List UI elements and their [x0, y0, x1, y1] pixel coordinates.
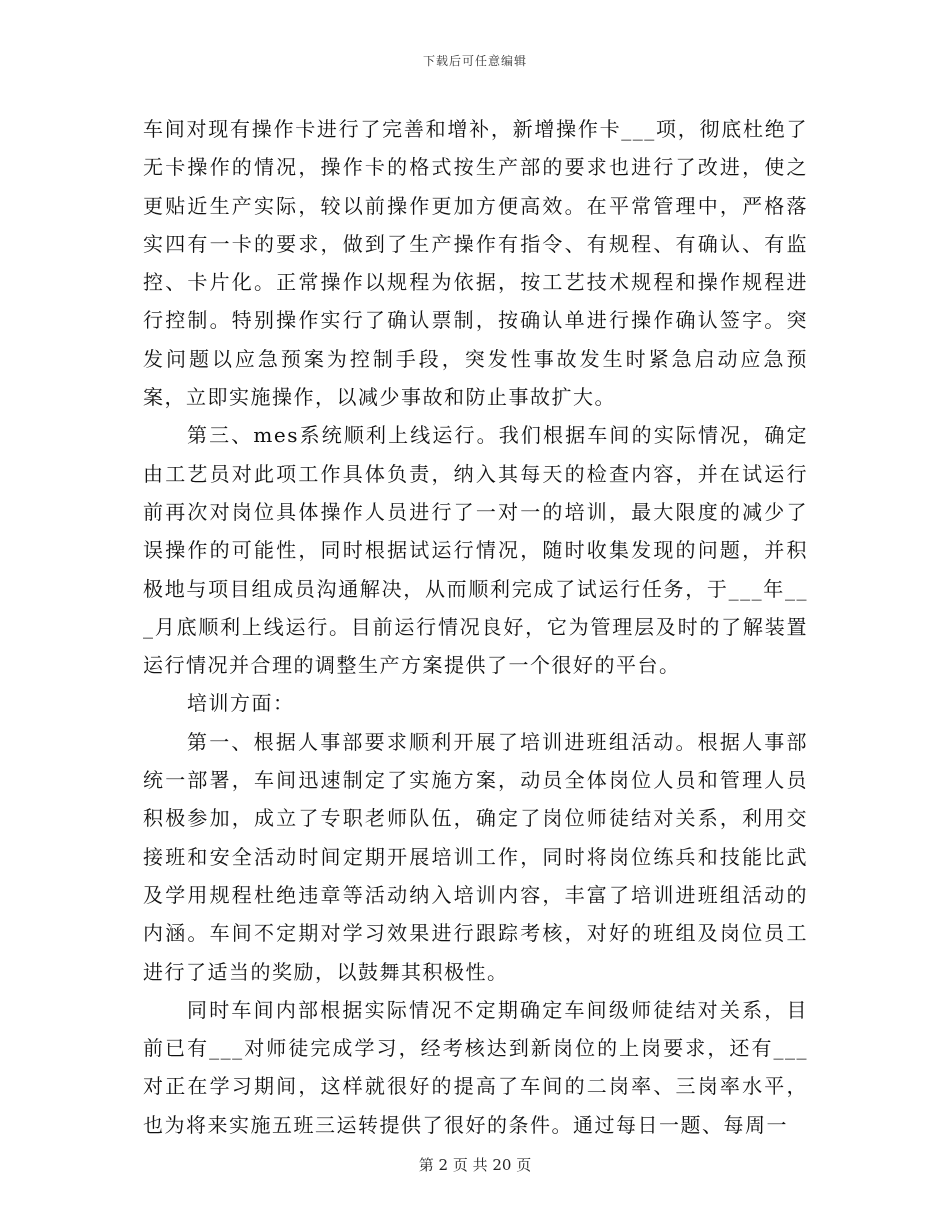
page-header: 下载后可任意编辑: [422, 54, 527, 68]
document-body: [143, 110, 808, 1144]
paragraph-training-first: 第一、根据人事部要求顺利开展了培训进班组活动。根据人事部统一部署，车间迅速制定了实施方案，动员全体岗位人员和管理人员积极参加，成立了专职老师队伍，确定了岗位师徒结对关系，利用交接班和安全活动时间定期开展培训工作，同时将岗位练兵和技能比武及学用规程杜绝违章等活动纳入培训内容，丰富了培训进班组活动的内涵。车间不定期对学习效果进行跟踪考核，对好的班组及岗位员工进行了适当的奖励，以鼓舞其积极性。: [143, 729, 808, 984]
page-number: 第 2 页 共 20 页: [418, 1156, 532, 1174]
section-heading-training: 培训方面：: [187, 691, 295, 716]
paragraph-mentorship: 同时车间内部根据实际情况不定期确定车间级师徒结对关系，目前已有___对师徒完成学习，经考核达到新岗位的上岗要求，还有___对正在学习期间，这样就很好的提高了车间的二岗率、三岗率水平，也为将来实施五班三运转提供了很好的条件。通过每日一题、每周一: [143, 997, 808, 1137]
paragraph-mes-system: 第三、mes系统顺利上线运行。我们根据车间的实际情况，确定由工艺员对此项工作具体负责，纳入其每天的检查内容，并在试运行前再次对岗位具体操作人员进行了一对一的培训，最大限度的减少了误操作的可能性，同时根据试运行情况，随时收集发现的问题，并积极地与项目组成员沟通解决，从而顺利完成了试运行任务，于___年___月底顺利上线运行。目前运行情况良好，它为管理层及时的了解装置运行情况并合理的调整生产方案提供了一个很好的平台。: [143, 423, 808, 678]
paragraph-operation-cards: 车间对现有操作卡进行了完善和增补，新增操作卡___项，彻底杜绝了无卡操作的情况，操作卡的格式按生产部的要求也进行了改进，使之更贴近生产实际，较以前操作更加方便高效。在平常管理中，严格落实四有一卡的要求，做到了生产操作有指令、有规程、有确认、有监控、卡片化。正常操作以规程为依据，按工艺技术规程和操作规程进行控制。特别操作实行了确认票制，按确认单进行操作确认签字。突发问题以应急预案为控制手段，突发性事故发生时紧急启动应急预案，立即实施操作，以减少事故和防止事故扩大。: [143, 117, 808, 410]
